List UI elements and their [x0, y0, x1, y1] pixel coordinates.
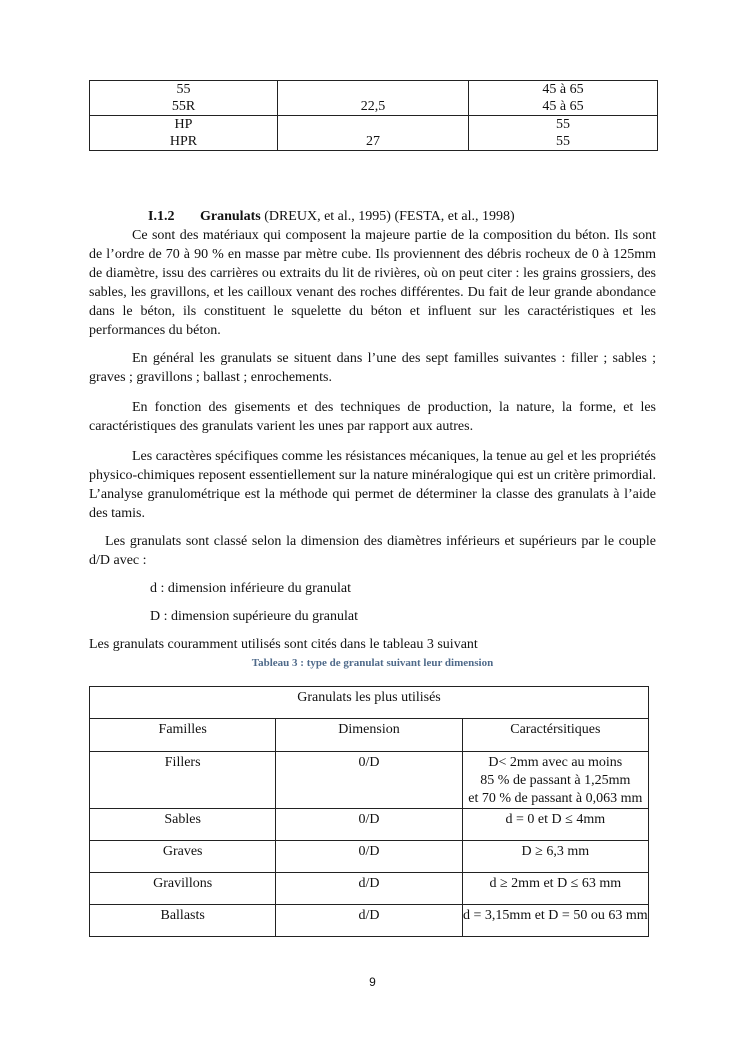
table-row	[90, 81, 658, 116]
cell-famille: Fillers	[90, 752, 276, 809]
table-row	[90, 873, 649, 905]
cell-line: 85 % de passant à 1,25mm	[480, 773, 631, 788]
cell-dimension: 0/D	[276, 809, 462, 841]
table-cell	[278, 81, 469, 116]
cell-famille: Graves	[90, 841, 276, 873]
cell-famille: Sables	[90, 809, 276, 841]
cell-caracteristiques: d = 0 et D ≤ 4mm	[462, 809, 648, 841]
table-row	[90, 905, 649, 937]
cell-dimension: d/D	[276, 873, 462, 905]
paragraph: En général les granulats se situent dans l’une des sept familles suivantes : filler ; sables ; graves ; gravillons ; ballast ; enrochements.	[89, 351, 656, 385]
page-number: 9	[369, 975, 376, 989]
section-title: Granulats	[200, 209, 261, 224]
cell-famille: Ballasts	[90, 905, 276, 937]
cell-line: 55	[176, 82, 191, 97]
section-references: (DREUX, et al., 1995) (FESTA, et al., 1998)	[260, 209, 515, 224]
cell-line: HP	[174, 117, 193, 132]
table-row	[90, 752, 649, 809]
paragraph: Les granulats sont classé selon la dimension des diamètres inférieurs et supérieurs par le couple d/D avec :	[89, 534, 656, 568]
cell-line: 45 à 65	[542, 82, 584, 97]
table-row	[90, 116, 658, 151]
cell-line: 55R	[171, 99, 196, 114]
table-title: Granulats les plus utilisés	[90, 687, 649, 719]
section-heading	[89, 207, 656, 226]
cell-line: 27	[366, 134, 380, 149]
table-caption: Tableau 3 : type de granulat suivant leur dimension	[251, 657, 494, 669]
definition-D: D : dimension supérieure du granulat	[150, 609, 359, 624]
cell-line: 55	[556, 117, 570, 132]
table-cell	[469, 81, 658, 116]
granulats-table	[89, 686, 649, 937]
cell-line: HPR	[169, 134, 198, 149]
cell-caracteristiques	[462, 752, 648, 809]
section-number: I.1.2	[148, 209, 175, 224]
cell-caracteristiques: d = 3,15mm et D = 50 ou 63 mm	[462, 905, 648, 937]
header-familles: Familles	[90, 719, 276, 752]
cell-caracteristiques: d ≥ 2mm et D ≤ 63 mm	[462, 873, 648, 905]
cell-caracteristiques: D ≥ 6,3 mm	[462, 841, 648, 873]
cement-class-table	[89, 80, 658, 151]
header-caracteristiques: Caractérsitiques	[462, 719, 648, 752]
table-row	[90, 841, 649, 873]
table-header-row	[90, 719, 649, 752]
table-cell	[90, 81, 278, 116]
table-cell	[90, 116, 278, 151]
cell-line: 55	[556, 134, 570, 149]
body-text	[89, 207, 656, 654]
header-dimension: Dimension	[276, 719, 462, 752]
cell-line: et 70 % de passant à 0,063 mm	[468, 791, 643, 806]
cell-dimension: 0/D	[276, 841, 462, 873]
cell-dimension: 0/D	[276, 752, 462, 809]
cell-famille: Gravillons	[90, 873, 276, 905]
table-cell	[278, 116, 469, 151]
paragraph: En fonction des gisements et des techniques de production, la nature, la forme, et les caractéristiques des granulats varient les unes par rapport aux autres.	[89, 400, 656, 434]
table-row	[90, 809, 649, 841]
table-title-row	[90, 687, 649, 719]
cell-dimension: d/D	[276, 905, 462, 937]
paragraph: Les caractères spécifiques comme les résistances mécaniques, la tenue au gel et les propriétés physico-chimiques reposent essentiellement sur la nature minéralogique qui est un critère primordial. L’analyse granulométrique est la méthode qui permet de déterminer la classe des granulats à l’aide des tamis.	[89, 449, 656, 521]
cell-line: D< 2mm avec au moins	[488, 755, 623, 770]
cell-line: 22,5	[360, 99, 386, 114]
definition-d: d : dimension inférieure du granulat	[150, 581, 351, 596]
paragraph: Ce sont des matériaux qui composent la majeure partie de la composition du béton. Ils sont de l’ordre de 70 à 90 % en masse par mètre cube. Ils proviennent des débris rocheux de 0 à 125mm de diamètre, issu des carrières ou extraits du lit de rivières, où on peut citer : les grains grossiers, des sables, les gravillons, et les cailloux venant des roches différentes. Du fait de leur grande abondance dans le béton, ils constituent le squelette du béton et influent sur les caractéristiques et les performances du béton.	[89, 228, 656, 338]
cell-line: 45 à 65	[542, 99, 584, 114]
table-cell	[469, 116, 658, 151]
table-intro: Les granulats couramment utilisés sont cités dans le tableau 3 suivant	[89, 637, 478, 652]
